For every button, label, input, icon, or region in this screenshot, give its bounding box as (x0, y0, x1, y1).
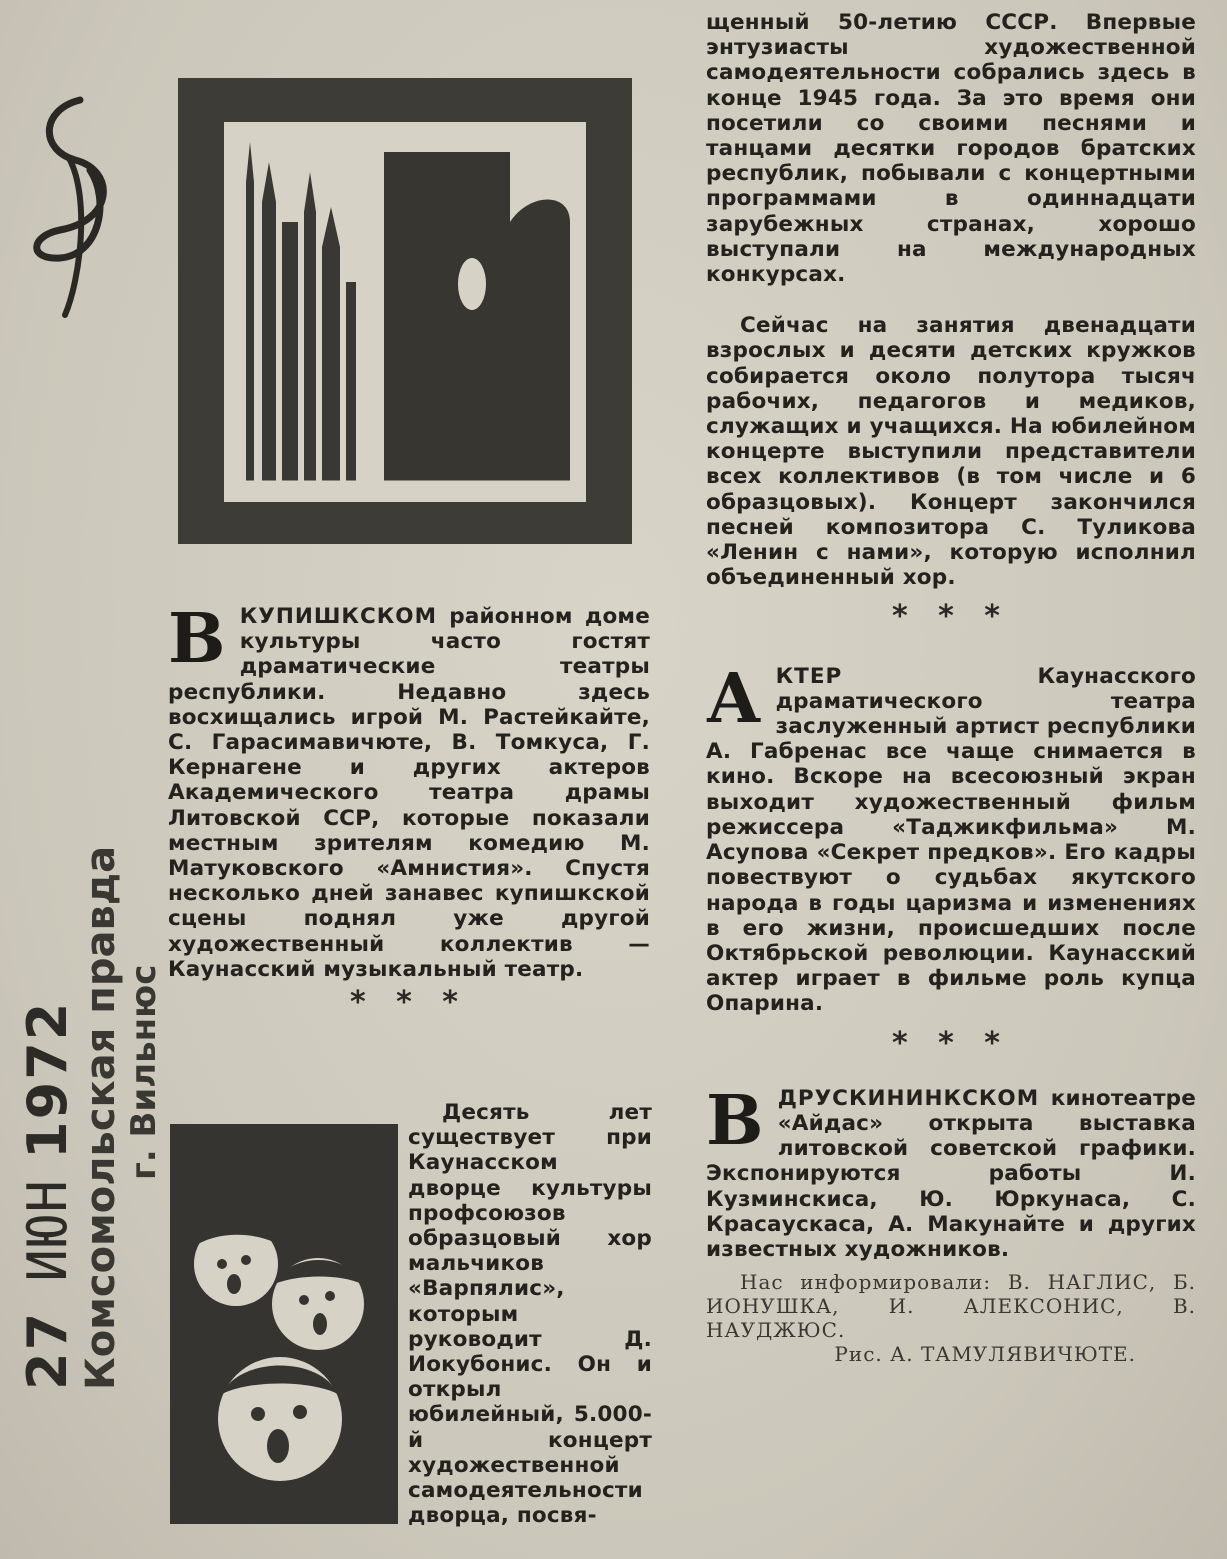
palette-brushes-illustration (170, 72, 640, 552)
stamp-day: 27 (16, 1310, 79, 1390)
credits (706, 1270, 1196, 1366)
article-text: Десять лет существует при Каунасском дворце культуры профсоюзов образцовый хор мальчиков «Варпялис», которым руководит Д. Иокубонис. Он и открыл юбилейный, 5.000-й концерт художественной самодеятельности дворца, посвя- (408, 1100, 652, 1529)
paragraph-text: Сейчас на занятия двенадцати взрослых и десяти детских кружков собирается около полутора тысяч рабочих, педагогов и медиков, служащих и учащихся. На юбилейном концерте выступили представители всех коллективов (в том числе и 6 образцовых). Концерт закончился песней композитора С. Туликова «Ленин с нами», которую исполнил объединенный хор. (706, 313, 1196, 591)
continuation-text: щенный 50-летию СССР. Впервые энтузиасты художественной самодеятельности собрались здесь в конце 1945 года. За это время они посетили со своими песнями и танцами десятки городов братских республик, побывали с концертными программами в одиннадцати зарубежных странах, хорошо выступали на международных конкурсах. (706, 10, 1196, 288)
stamp-year: 1972 (16, 1000, 79, 1159)
article-kupishkis (168, 599, 650, 1025)
stamp-month: ИЮН (16, 1178, 79, 1282)
stamp-date (18, 846, 78, 1390)
lead-word: КТЕР (775, 663, 843, 689)
dropcap: В (168, 599, 226, 679)
handwritten-mark (20, 90, 130, 320)
article-text: Каунасского драматического театра заслуженный артист республики А. Габренас все чаще снимается в кино. Вскоре на всесоюзный экран выходит художественный фильм режиссера «Таджикфильма» М. Асупова «Секрет предков». Его кадры повествуют о судьбах якутского народа в годы царизма и изменениях в его жизни, происшедших после Октябрьской революции. Каунасский актер играет в фильме роль купца Опарина. (706, 663, 1196, 1017)
lead-word: ДРУСКИНИНКСКОМ (777, 1085, 1040, 1111)
separator-stars: * * * (350, 985, 468, 1021)
credits-informed: Нас информировали: В. НАГЛИС, Б. ИОНУШКА, И. АЛЕКСОНИС, В. НАУДЖЮС. (706, 1270, 1196, 1343)
article-druskininkai (706, 1080, 1196, 1262)
singing-children-illustration (170, 1124, 398, 1524)
separator-stars: * * * (892, 1025, 1010, 1061)
right-column (706, 10, 1196, 1366)
stamp-city: г. Вильнюс (124, 964, 164, 1180)
separator-stars: * * * (892, 599, 1010, 635)
stamp-newspaper: Комсомольская правда (78, 845, 124, 1390)
article-actor (706, 658, 1196, 1017)
credits-illustration: Рис. А. ТАМУЛЯВИЧЮТЕ. (834, 1342, 1136, 1367)
article-choir (408, 1100, 652, 1528)
article-text: кинотеатре «Айдас» открыта выставка литовской советской графики. Экспонируются работы И. Кузминскиса, Ю. Юркунаса, С. Красаускаса, А. Макунайте и других известных художников. (706, 1085, 1196, 1262)
dropcap: А (706, 658, 762, 739)
dropcap: В (706, 1080, 764, 1161)
article-text: районном доме культуры часто гостят драматические театры республики. Недавно здесь восхищались игрой М. Растейкайте, С. Гарасимавичюте, В. Томкуса, Г. Кернагене и других актеров Академического театра драмы Литовской ССР, которые показали местным зрителям комедию М. Матуковского «Амнистия». Спустя несколько дней занавес купишкской сцены поднял уже другой художественный коллектив — Каунасский музыкальный театр. (168, 604, 650, 982)
date-stamp (18, 846, 164, 1390)
lead-word: КУПИШКСКОМ (239, 604, 437, 629)
